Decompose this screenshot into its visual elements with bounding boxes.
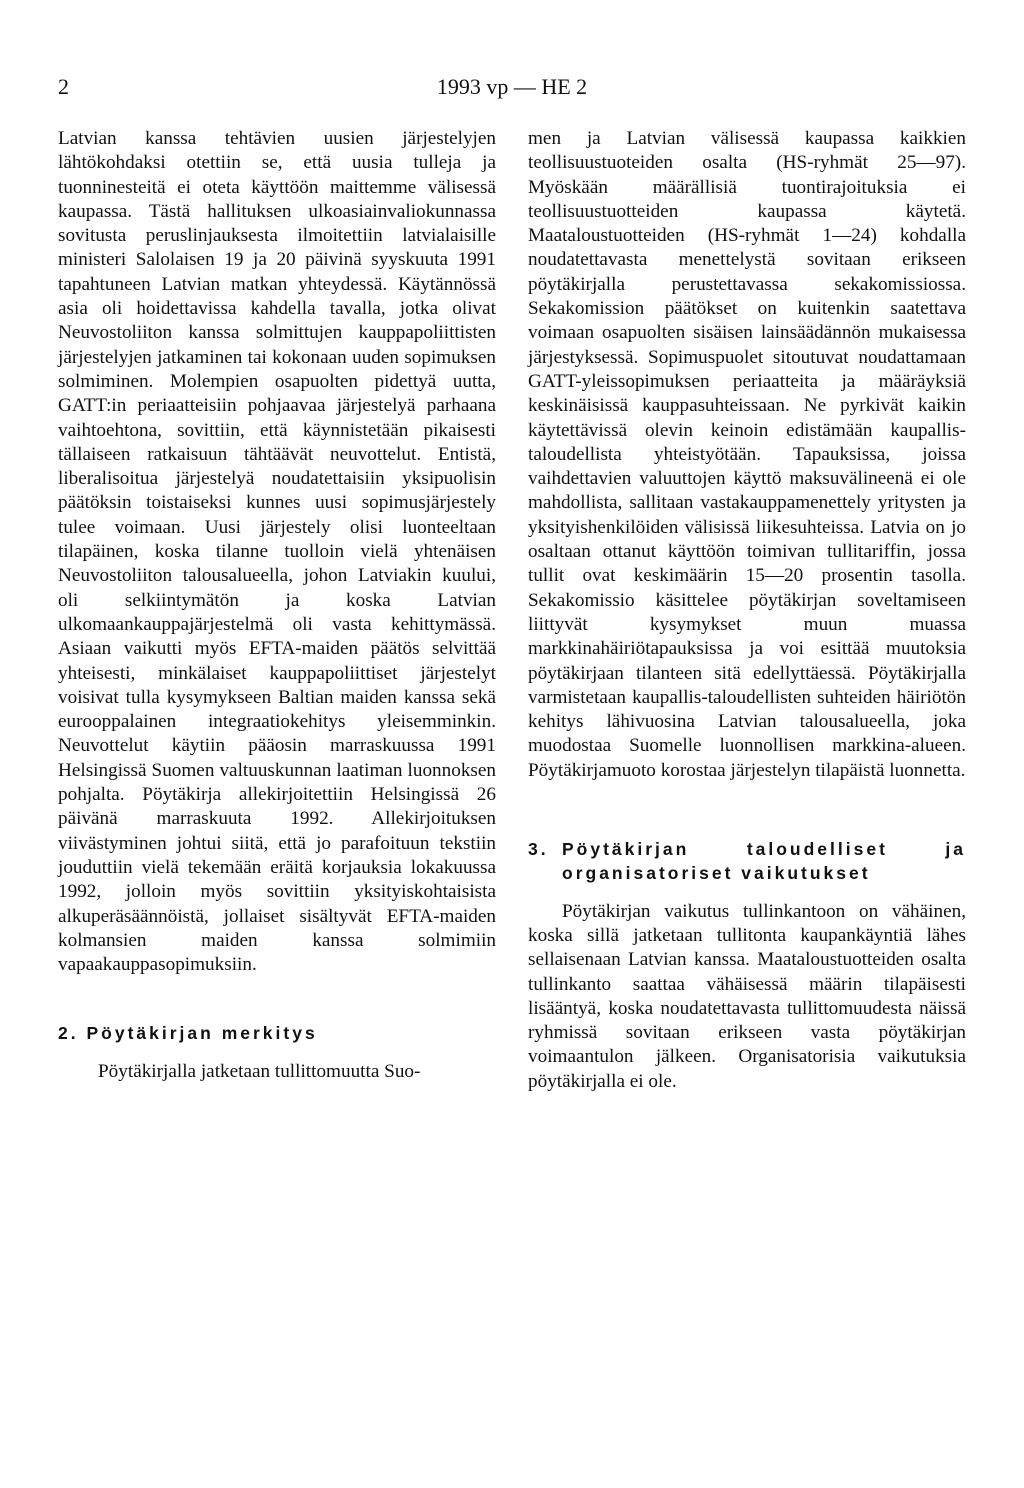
running-title: 1993 vp — HE 2	[436, 74, 588, 99]
body-paragraph: Latvian kanssa tehtävien uusien järjestelyjen lähtökohdaksi otettiin se, että uusia tulleja ja tuonninesteitä ei oteta käyttöön maittemme välisessä kaupassa. Tästä hallituksen ulkoasiainvaliokunnassa sovitusta peruslinjauksesta ilmoitettiin latvialaisille ministeri Salolaisen 19 ja 20 päivinä syyskuuta 1991 tapahtuneen Latvian matkan yhteydessä. Käytännössä asia oli hoidettavissa kahdella tavalla, jotka olivat Neuvostoliiton kanssa solmittujen kauppapoliittisten järjestelyjen jatkaminen tai kokonaan uuden sopimuksen solmiminen. Molempien osapuolten pidettyä uutta, GATT:in periaatteisiin pohjaavaa järjestelyä parhaana vaihtoehtona, sovittiin, että käynnistetään pikaisesti tällaiseen ratkaisuun tähtäävät neuvottelut. Entistä, liberalisoitua järjestelyä noudatettaisiin yksipuolisin päätöksin toistaiseksi kunnes uusi sopimusjärjestely tulee voimaan. Uusi järjestely olisi luonteeltaan tilapäinen, koska tilanne tuolloin vielä yhtenäisen Neuvostoliiton talousalueella, johon Latviakin kuului, oli selkiintymätön ja koska Latvian ulkomaankauppajärjestelmä oli vasta kehittymässä. Asiaan vaikutti myös EFTA-maiden päätös selvittää yhteisesti, minkälaiset kauppapoliittiset järjestelyt voisivat tulla kysymykseen Baltian maiden kanssa sekä eurooppalainen integraatiokehitys yleisemminkin. Neuvottelut käytiin pääosin marraskuussa 1991 Helsingissä Suomen valtuuskunnan laatiman luonnoksen pohjalta. Pöytäkirja allekirjoitettiin Helsingissä 26 päivänä marraskuuta 1992. Allekirjoituksen viivästyminen johtui siitä, että jo parafoituun tekstiin jouduttiin vielä tekemään eräitä korjauksia lokakuussa 1992, jolloin myös sovittiin yksityiskohtaisista alkuperäsäännöistä, jollaiset sisältyvät EFTA-maiden kolmansien maiden kanssa solmimiin vapaakauppasopimuksiin.	[58, 128, 496, 976]
page-number: 2	[58, 74, 69, 99]
section-heading-2	[58, 1021, 496, 1045]
left-column	[58, 127, 496, 1084]
body-paragraph: men ja Latvian välisessä kaupassa kaikkien teollisuustuoteiden osalta (HS-ryhmät 25—97). Myöskään määrällisiä tuontirajoituksia ei teollisuustuotteiden kaupassa käytetä. Maataloustuotteiden (HS-ryhmät 1—24) kohdalla noudatettavasta menettelystä sovitaan erikseen pöytäkirjalla perustettavassa sekakomissiossa. Sekakomission päätökset on kuitenkin saatettava voimaan osapuolten sisäisen lainsäädännön mukaisessa järjestyksessä. Sopimuspuolet sitoutuvat noudattamaan GATT-yleissopimuksen periaatteita ja määräyksiä keskinäisissä kauppasuhteissaan. Ne pyrkivät kaikin käytettävissä olevin keinoin edistämään kaupallis-taloudellista yhteistyötään. Tapauksissa, joissa vaihdettavien valuuttojen käyttö maksuvälineenä ei ole mahdollista, sallitaan vastakauppamenettely yritysten ja yksityishenkilöiden välisissä liikesuhteissa. Latvia on jo osaltaan ottanut käyttöön toimivan tullitariffin, jossa tullit ovat keskimäärin 15—20 prosentin tasolla. Sekakomissio käsittelee pöytäkirjan soveltamiseen liittyvät kysymykset muun muassa markkinahäiriötapauksissa ja voi esittää muutoksia pöytäkirjaan tilanteen sitä edellyttäessä. Pöytäkirjalla varmistetaan kaupallis-taloudellisten suhteiden häiriötön kehitys lähivuosina Latvian talousalueella, joka muodostaa Suomelle luonnollisen markkina-alueen. Pöytäkirjamuoto korostaa järjestelyn tilapäistä luonnetta.	[528, 128, 966, 781]
section-number: 2.	[58, 1023, 79, 1044]
body-paragraph: Pöytäkirjan vaikutus tullinkantoon on vähäinen, koska sillä jatketaan tullitonta kaupankäyntiä lähes sellaisenaan Latvian kanssa. Maataloustuotteiden osalta tullinkanto saattaa vähäisessä määrin tilapäisesti lisääntyä, koska noudatettavasta tullittomuudesta näissä ryhmissä sovitaan erikseen vasta pöytäkirjan voimaantulon jälkeen. Organisatorisia vaikutuksia pöytäkirjalla ei ole.	[528, 900, 966, 1092]
section-heading-3	[528, 837, 966, 886]
section-title: Pöytäkirjan merkitys	[86, 1023, 318, 1044]
section-number: 3.	[528, 839, 549, 860]
body-paragraph: Pöytäkirjalla jatketaan tullittomuutta Suo-	[98, 1060, 421, 1082]
section-title: Pöytäkirjan taloudelliset ja organisatoriset vaikutukset	[562, 839, 966, 884]
right-column	[528, 127, 966, 1094]
